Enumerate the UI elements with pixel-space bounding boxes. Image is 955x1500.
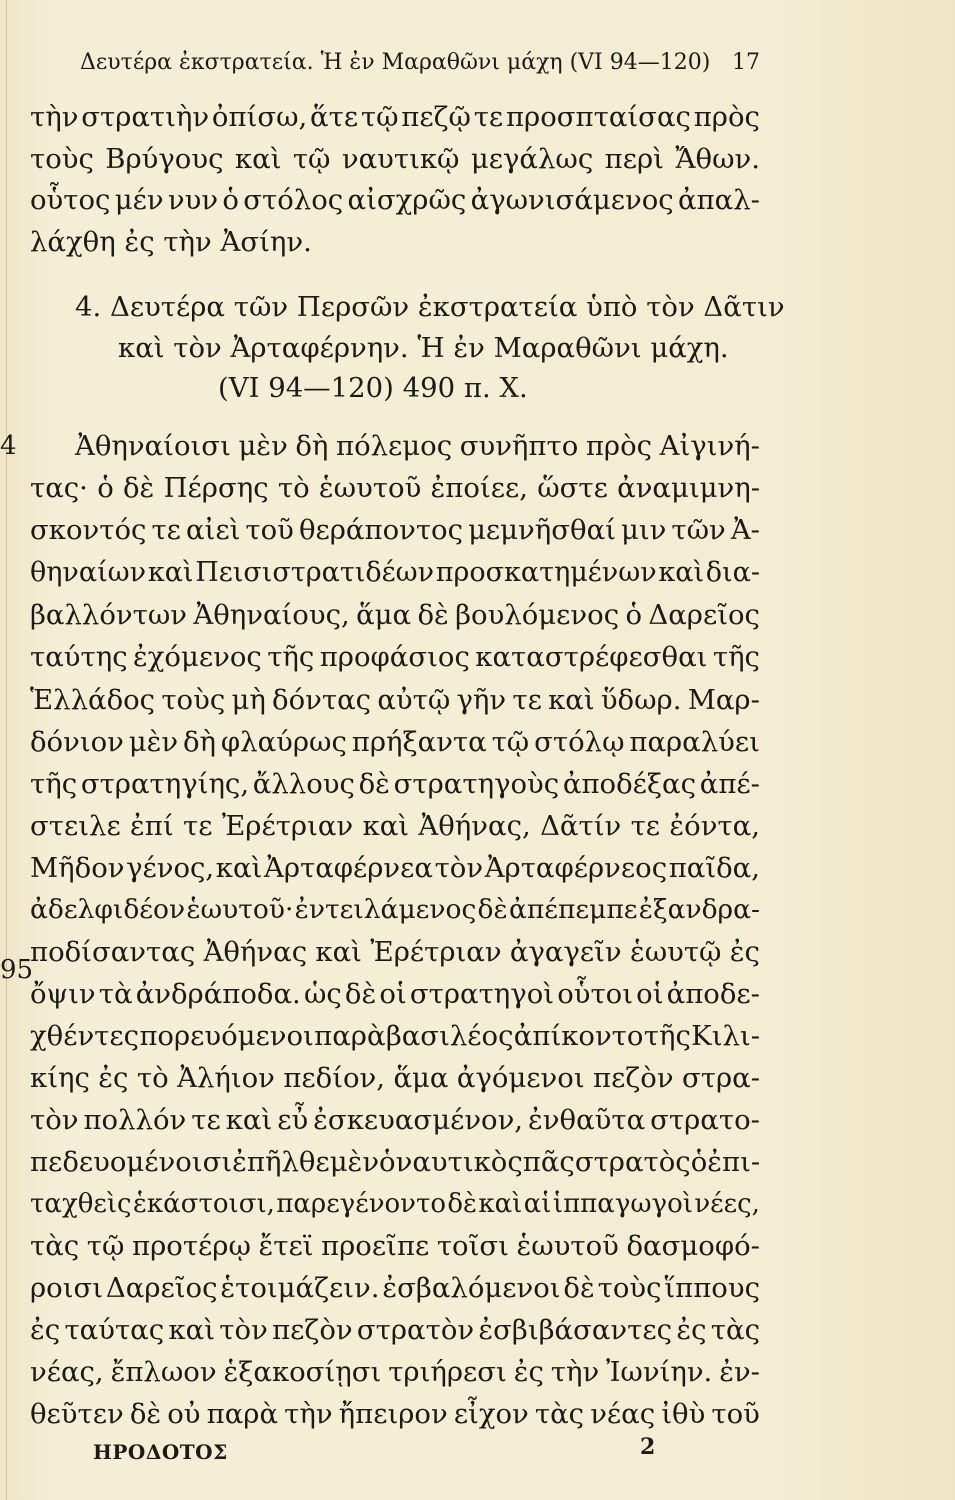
text-line: δόνιον μὲν δὴ φλαύρως πρήξαντα τῷ στόλῳ παραλύει — [30, 726, 760, 758]
text-line: βαλλόντων Ἀθηναίους, ἅμα δὲ βουλόμενος ὁ Δαρεῖος — [30, 599, 760, 631]
marginal-chapter-number: 95 — [0, 955, 34, 985]
text-line: ποδίσαντας Ἀθήνας καὶ Ἐρέτριαν ἀγαγεῖν ἑωυτῷ ἐς — [30, 936, 760, 968]
text-line: νέας, ἔπλωον ἑξακοσίῃσι τριήρεσι ἐς τὴν Ἰωνίην. ἐν- — [30, 1356, 760, 1388]
text-line: θεῦτεν δὲ οὐ παρὰ τὴν ἤπειρον εἶχον τὰς νέας ἰθὺ τοῦ — [30, 1398, 760, 1430]
text-line: λάχθη ἐς τὴν Ἀσίην. — [30, 226, 312, 258]
text-line: ταύτης ἐχόμενος τῆς προφάσιος καταστρέφεσθαι τῆς — [30, 641, 760, 673]
footer-author: ΗΡΟΔΟΤΟΣ — [93, 1440, 228, 1464]
text-line: χθέντες πορευόμενοι παρὰ βασιλέος ἀπίκοντο τῆς Κιλι- — [30, 1020, 760, 1052]
text-line: τοὺς Βρύγους καὶ τῷ ναυτικῷ μεγάλως περὶ Ἄθων. — [30, 143, 760, 175]
text-line: ἐς ταύτας καὶ τὸν πεζὸν στρατὸν ἐσβιβάσαντες ἐς τὰς — [30, 1314, 760, 1346]
page-number: 17 — [732, 50, 760, 75]
text-line: θηναίων καὶ Πεισιστρατιδέων προσκατημένων καὶ δια- — [30, 557, 760, 588]
text-line: Μῆδον γένος, καὶ Ἀρταφέρνεα τὸν Ἀρταφέρνεος παῖδα, — [30, 852, 760, 884]
text-line: στειλε ἐπί τε Ἐρέτριαν καὶ Ἀθήνας, Δᾶτίν τε ἐόντα, — [30, 810, 760, 842]
marginal-chapter-number: 4 — [0, 431, 17, 461]
text-line: τας· ὁ δὲ Πέρσης τὸ ἑωυτοῦ ἐποίεε, ὥστε ἀναμιμνη- — [30, 472, 760, 504]
text-line: Ἑλλάδος τοὺς μὴ δόντας αὐτῷ γῆν τε καὶ ὕδωρ. Μαρ- — [30, 684, 760, 716]
text-line: τῆς στρατηγίης, ἄλλους δὲ στρατηγοὺς ἀποδέξας ἀπέ- — [30, 768, 760, 800]
text-line: οὗτος μέν νυν ὁ στόλος αἰσχρῶς ἀγωνισάμενος ἀπαλ- — [30, 184, 760, 216]
text-line: τὰς τῷ προτέρῳ ἔτεϊ προεῖπε τοῖσι ἑωυτοῦ δασμοφό- — [30, 1230, 760, 1262]
text-line: ὄψιν τὰ ἀνδράποδα. ὡς δὲ οἱ στρατηγοὶ οὗτοι οἱ ἀποδε- — [30, 978, 760, 1010]
text-line: κίης ἐς τὸ Ἀλήιον πεδίον, ἅμα ἀγόμενοι πεζὸν στρα- — [30, 1062, 760, 1094]
signature-mark: 2 — [640, 1434, 656, 1460]
text-line: ταχθεὶς ἑκάστοισι, παρεγένοντο δὲ καὶ αἱ ἱππαγωγοὶ νέες, — [30, 1189, 760, 1219]
text-line: πεδευομένοισι ἐπῆλθε μὲν ὁ ναυτικὸς πᾶς στρατὸς ὁ ἐπι- — [30, 1146, 761, 1178]
text-line: ἀδελφιδέον ἑωυτοῦ· ἐντειλάμενος δὲ ἀπέπεμπε ἐξανδρα- — [30, 894, 760, 925]
section-heading-line-3: (VI 94—120) 490 π. Χ. — [218, 372, 528, 404]
text-line: τὴν στρατιὴν ὀπίσω, ἅτε τῷ πεζῷ τε προσπταίσας πρὸς — [30, 101, 760, 133]
section-heading-line-2: καὶ τὸν Ἀρταφέρνην. Ἡ ἐν Μαραθῶνι μάχη. — [118, 332, 729, 364]
running-head — [80, 50, 760, 84]
text-line: ροισι Δαρεῖος ἑτοιμάζειν. ἐσβαλόμενοι δὲ τοὺς ἵππους — [30, 1272, 760, 1304]
page-edge-line — [6, 0, 7, 1500]
text-line: τὸν πολλόν τε καὶ εὖ ἐσκευασμένον, ἐνθαῦτα στρατο- — [30, 1104, 760, 1136]
text-line: σκοντός τε αἰεὶ τοῦ θεράποντος μεμνῆσθαί μιν τῶν Ἀ- — [30, 514, 760, 546]
section-heading-line-1: 4. Δευτέρα τῶν Περσῶν ἐκστρατεία ὑπὸ τὸν Δᾶτιν — [75, 291, 785, 323]
text-line: Ἀθηναίοισι μὲν δὴ πόλεμος συνῆπτο πρὸς Αἰγινή- — [75, 430, 760, 462]
running-head-title: Δευτέρα ἐκστρατεία. Ἡ ἐν Μαραθῶνι μάχη (VI 94—120) — [80, 50, 711, 75]
